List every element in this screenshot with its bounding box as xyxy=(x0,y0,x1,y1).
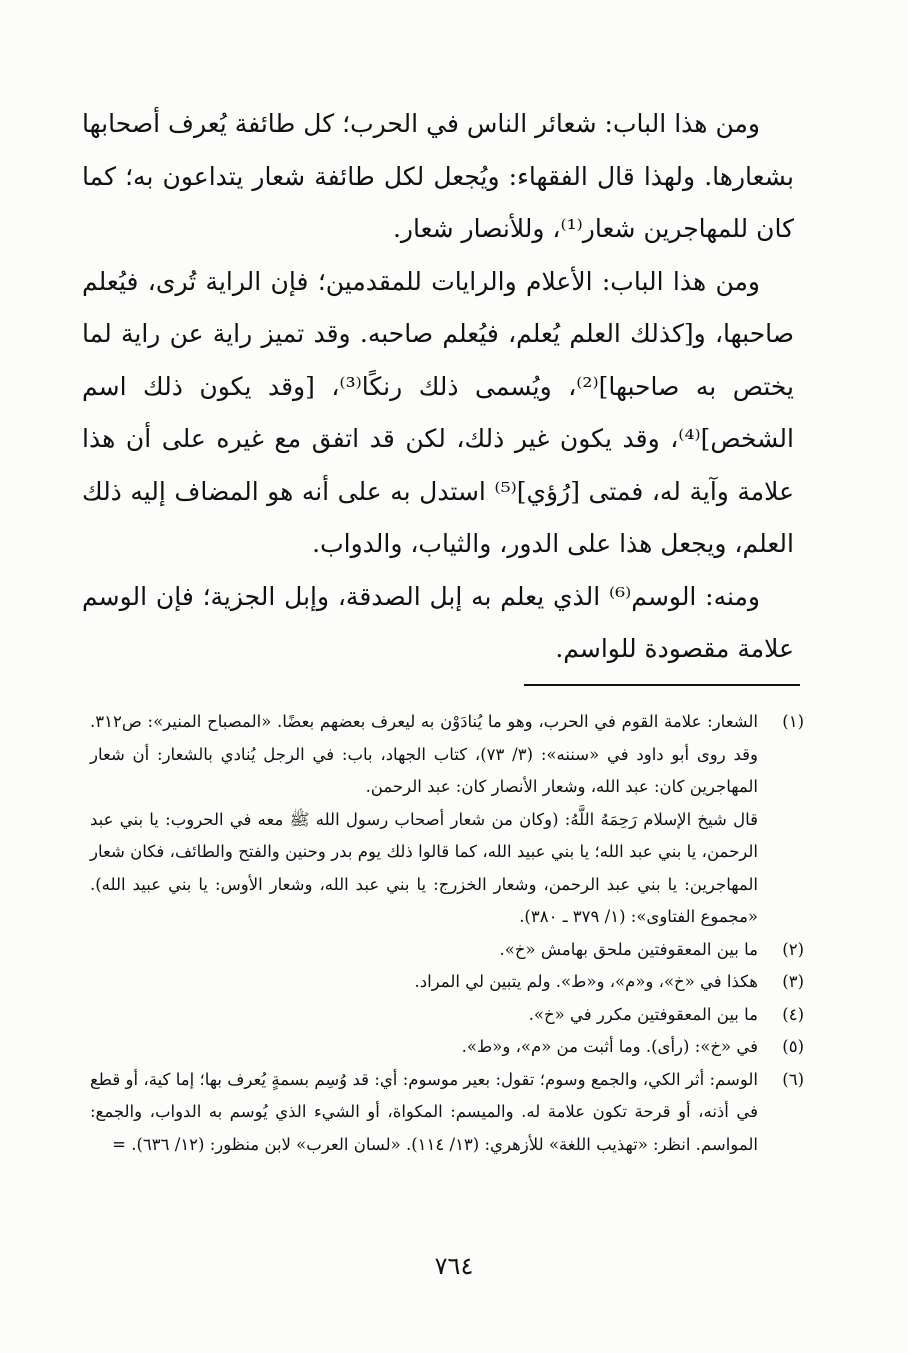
footnote-2 xyxy=(90,934,804,967)
footnote-paragraph: الوسم: أثر الكي، والجمع وسوم؛ تقول: بعير موسوم: أي: قد وُسِم بسمةٍ يُعرف بها؛ إما كية، أو قطع في أذنه، أو قرحة تكون علامة له. والميسم: المكواة، أو الشيء الذي يُوسم به الدواب، والجمع: المواسم. انظر: «تهذيب اللغة» للأزهري: (١٣/ ١١٤). «لسان العرب» لابن منظور: (١٢/ ٦٣٦). = xyxy=(90,1069,758,1154)
footnotes-block xyxy=(90,706,804,1161)
footnote-number: (١) xyxy=(782,712,804,731)
footnote-paragraph: قال شيخ الإسلام رَحِمَهُ اللَّهُ: (وكان من شعار أصحاب رسول الله ﷺ معه في الحروب: يا بني عبد الرحمن، يا بني عبد الله؛ يا بني عبيد الله، كما قالوا ذلك يوم بدر وحنين والفتح والطائف، فكان شعار المهاجرين: يا بني عبد الرحمن، وشعار الخزرج: يا بني عبد الله، وشعار الأوس: يا بني عبيد الله). «مجموع الفتاوى»: (١/ ٣٧٩ ـ ٣٨٠). xyxy=(90,809,758,926)
footnote-text xyxy=(90,999,758,1032)
footnote-4 xyxy=(90,999,804,1032)
footnote-number: (٤) xyxy=(782,1004,804,1024)
footnote-3 xyxy=(90,966,804,999)
footnote-text xyxy=(90,934,758,967)
footnote-text xyxy=(90,1031,758,1064)
footnote-text xyxy=(90,966,758,999)
main-paragraph-2: ومن هذا الباب: الأعلام والرايات للمقدمين؛ فإن الراية تُرى، فيُعلم صاحبها، و[كذلك العلم يُعلم، فيُعلم صاحبه. وقد تميز راية عن راية لما يختص به صاحبها]⁽²⁾، ويُسمى ذلك رنكًا⁽³⁾، [وقد يكون ذلك اسم الشخص]⁽⁴⁾، وقد يكون غير ذلك، لكن قد اتفق مع غيره على أن هذا علامة وآية له، فمتى [رُؤي]⁽⁵⁾ استدل به على أنه هو المضاف إليه ذلك العلم، ويجعل هذا على الدور، والثياب، والدواب. xyxy=(82,266,795,558)
footnote-paragraph: ما بين المعقوفتين ملحق بهامش «خ». xyxy=(499,939,758,959)
footnote-separator xyxy=(524,684,800,686)
main-paragraph-3: ومنه: الوسم⁽⁶⁾ الذي يعلم به إبل الصدقة، وإبل الجزية؛ فإن الوسم علامة مقصودة للواسم. xyxy=(82,581,794,663)
footnote-text xyxy=(90,1064,758,1162)
main-text-block xyxy=(82,98,794,676)
footnote-number: (٥) xyxy=(782,1037,804,1056)
footnote-paragraph: هكذا في «خ»، و«م»، و«ط». ولم يتبين لي المراد. xyxy=(414,972,758,991)
footnote-number: (٦) xyxy=(782,1069,804,1089)
footnote-paragraph: في «خ»: (رأى). وما أثبت من «م»، و«ط». xyxy=(461,1037,758,1056)
footnote-text xyxy=(90,706,758,934)
footnote-1 xyxy=(90,706,804,934)
main-paragraph-1: ومن هذا الباب: شعائر الناس في الحرب؛ كل طائفة يُعرف أصحابها بشعارها. ولهذا قال الفقهاء: ويُجعل لكل طائفة شعار يتداعون به؛ كما كان للمهاجرين شعار⁽¹⁾، وللأنصار شعار. xyxy=(82,109,794,243)
footnote-5 xyxy=(90,1031,804,1064)
footnote-paragraph: ما بين المعقوفتين مكرر في «خ». xyxy=(528,1004,758,1024)
footnote-number: (٣) xyxy=(782,972,804,991)
page-number: ٧٦٤ xyxy=(434,1252,474,1280)
footnote-paragraph: الشعار: علامة القوم في الحرب، وهو ما يُنادَوْن به ليعرف بعضهم بعضًا. «المصباح المنير»: ص٣١٢. وقد روى أبو داود في «سننه»: (٣/ ٧٣)، كتاب الجهاد، باب: في الرجل يُنادي بالشعار: أن شعار المهاجرين كان: عبد الله، وشعار الأنصار كان: عبد الرحمن. xyxy=(90,712,759,796)
footnote-number: (٢) xyxy=(782,939,804,959)
footnote-6 xyxy=(90,1064,804,1162)
